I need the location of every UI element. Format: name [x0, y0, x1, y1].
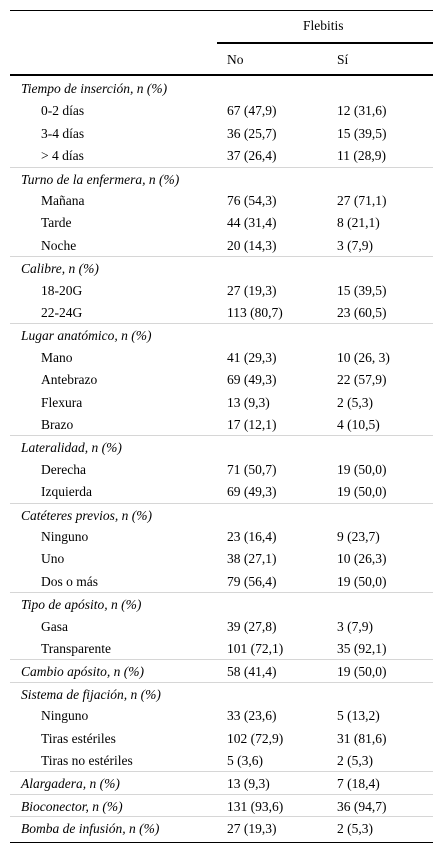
value-no: 13 (9,3): [227, 394, 270, 410]
value-si: 11 (28,9): [337, 148, 386, 164]
table-row: [10, 659, 433, 682]
value-si: 19 (50,0): [337, 484, 387, 500]
value-si: 27 (71,1): [337, 193, 387, 208]
value-no: 33 (23,6): [227, 708, 277, 724]
table-row: [10, 189, 433, 211]
category-label: Sistema de fijación, n (%): [21, 686, 161, 702]
value-no: 38 (27,1): [227, 551, 277, 567]
value-no: 101 (72,1): [227, 641, 284, 656]
table-row: [10, 480, 433, 502]
value-si: 8 (21,1): [337, 215, 380, 231]
value-no: 39 (27,8): [227, 618, 277, 634]
value-si: 19 (50,0): [337, 573, 387, 589]
subcategory-label: Tiras no estériles: [41, 753, 133, 768]
column-header-si: Sí: [337, 52, 349, 67]
category-label: Lugar anatómico, n (%): [21, 328, 152, 344]
value-si: 5 (13,2): [337, 708, 380, 724]
value-no: 58 (41,4): [227, 664, 277, 680]
table-row: [10, 615, 433, 637]
table-row: [10, 234, 433, 256]
value-si: 23 (60,5): [337, 305, 387, 320]
subcategory-label: Mano: [41, 349, 73, 365]
subcategory-label: Brazo: [41, 417, 74, 432]
subcategory-label: Mañana: [41, 193, 85, 208]
subcategory-label: > 4 días: [41, 148, 84, 164]
table-row: [10, 794, 433, 817]
value-no: 36 (25,7): [227, 125, 277, 141]
subcategory-label: Tiras estériles: [41, 730, 116, 746]
table-row: [10, 570, 433, 592]
subcategory-label: Antebrazo: [41, 372, 98, 388]
table-row: [10, 525, 433, 547]
category-label: Catéteres previos, n (%): [21, 507, 152, 523]
table-row: [10, 77, 433, 99]
value-no: 131 (93,6): [227, 798, 284, 814]
table-row: [10, 122, 433, 144]
subcategory-label: 18-20G: [41, 282, 83, 298]
table-row: [10, 749, 433, 771]
category-label: Bioconector, n (%): [21, 798, 123, 814]
subcategory-label: Ninguno: [41, 708, 89, 724]
table-row: [10, 458, 433, 480]
value-no: 41 (29,3): [227, 349, 277, 365]
value-no: 5 (3,6): [227, 753, 263, 768]
table-row: [10, 727, 433, 749]
table-row: [10, 682, 433, 705]
table-row: [10, 413, 433, 435]
value-si: 15 (39,5): [337, 125, 387, 141]
table-row: [10, 391, 433, 413]
value-si: 10 (26,3): [337, 551, 387, 567]
subcategory-label: Ninguno: [41, 529, 89, 544]
table-row: [10, 279, 433, 301]
category-label: Cambio apósito, n (%): [21, 664, 144, 680]
subcategory-label: Noche: [41, 237, 77, 253]
value-no: 79 (56,4): [227, 573, 277, 589]
subcategory-label: 0-2 días: [41, 103, 85, 119]
header-rule: [10, 74, 433, 76]
category-label: Calibre, n (%): [21, 261, 99, 277]
value-si: 4 (10,5): [337, 417, 380, 432]
category-label: Bomba de infusión, n (%): [21, 821, 160, 837]
value-no: 102 (72,9): [227, 730, 284, 746]
subcategory-label: 22-24G: [41, 305, 83, 320]
value-si: 36 (94,7): [337, 798, 387, 814]
value-si: 31 (81,6): [337, 730, 387, 746]
value-no: 69 (49,3): [227, 372, 277, 388]
table-row: [10, 144, 433, 166]
column-header-no: No: [227, 52, 244, 67]
top-rule: [10, 10, 433, 11]
value-si: 3 (7,9): [337, 618, 373, 634]
category-label: Lateralidad, n (%): [21, 440, 122, 456]
value-no: 44 (31,4): [227, 215, 277, 231]
value-no: 71 (50,7): [227, 461, 277, 477]
subcategory-label: Izquierda: [41, 484, 92, 500]
table-row: [10, 167, 433, 190]
value-si: 2 (5,3): [337, 394, 373, 410]
table-row: [10, 301, 433, 323]
category-label: Alargadera, n (%): [21, 776, 120, 792]
table-row: [10, 637, 433, 659]
value-no: 113 (80,7): [227, 305, 283, 320]
subcategory-label: Dos o más: [41, 573, 98, 589]
value-no: 23 (16,4): [227, 529, 277, 544]
subcategory-label: Flexura: [41, 394, 83, 410]
value-no: 27 (19,3): [227, 282, 277, 298]
table-row: [10, 547, 433, 569]
table-row: [10, 816, 433, 839]
value-si: 19 (50,0): [337, 461, 387, 477]
category-label: Turno de la enfermera, n (%): [21, 171, 180, 187]
category-label: Tiempo de inserción, n (%): [21, 81, 168, 96]
value-si: 7 (18,4): [337, 776, 380, 792]
value-si: 10 (26, 3): [337, 349, 390, 365]
table-row: [10, 704, 433, 726]
value-si: 12 (31,6): [337, 103, 387, 119]
value-si: 22 (57,9): [337, 372, 387, 388]
group-header: Flebitis: [303, 18, 344, 33]
subcategory-label: Derecha: [41, 461, 86, 477]
value-si: 2 (5,3): [337, 753, 373, 768]
value-no: 69 (49,3): [227, 484, 277, 500]
value-no: 67 (47,9): [227, 103, 277, 119]
table-row: [10, 99, 433, 121]
table-row: [10, 771, 433, 794]
category-label: Tipo de apósito, n (%): [21, 597, 142, 613]
bottom-rule: [10, 842, 433, 843]
table-row: [10, 503, 433, 526]
value-si: 19 (50,0): [337, 664, 387, 680]
value-no: 20 (14,3): [227, 237, 277, 253]
subcategory-label: Transparente: [41, 641, 111, 656]
table-row: [10, 368, 433, 390]
value-si: 2 (5,3): [337, 821, 373, 837]
value-no: 17 (12,1): [227, 417, 277, 432]
table-row: [10, 592, 433, 615]
value-si: 9 (23,7): [337, 529, 380, 544]
value-no: 27 (19,3): [227, 821, 277, 837]
group-rule: [217, 42, 433, 44]
value-si: 3 (7,9): [337, 237, 373, 253]
value-no: 37 (26,4): [227, 148, 277, 164]
table-row: [10, 346, 433, 368]
value-si: 35 (92,1): [337, 641, 387, 656]
table-row: [10, 211, 433, 233]
table-row: [10, 323, 433, 346]
value-no: 76 (54,3): [227, 193, 277, 208]
value-si: 15 (39,5): [337, 282, 387, 298]
subcategory-label: Tarde: [41, 215, 72, 231]
subcategory-label: 3-4 días: [41, 125, 85, 141]
value-no: 13 (9,3): [227, 776, 270, 792]
subcategory-label: Uno: [41, 551, 65, 567]
subcategory-label: Gasa: [41, 618, 68, 634]
table-row: [10, 435, 433, 458]
table-row: [10, 256, 433, 279]
